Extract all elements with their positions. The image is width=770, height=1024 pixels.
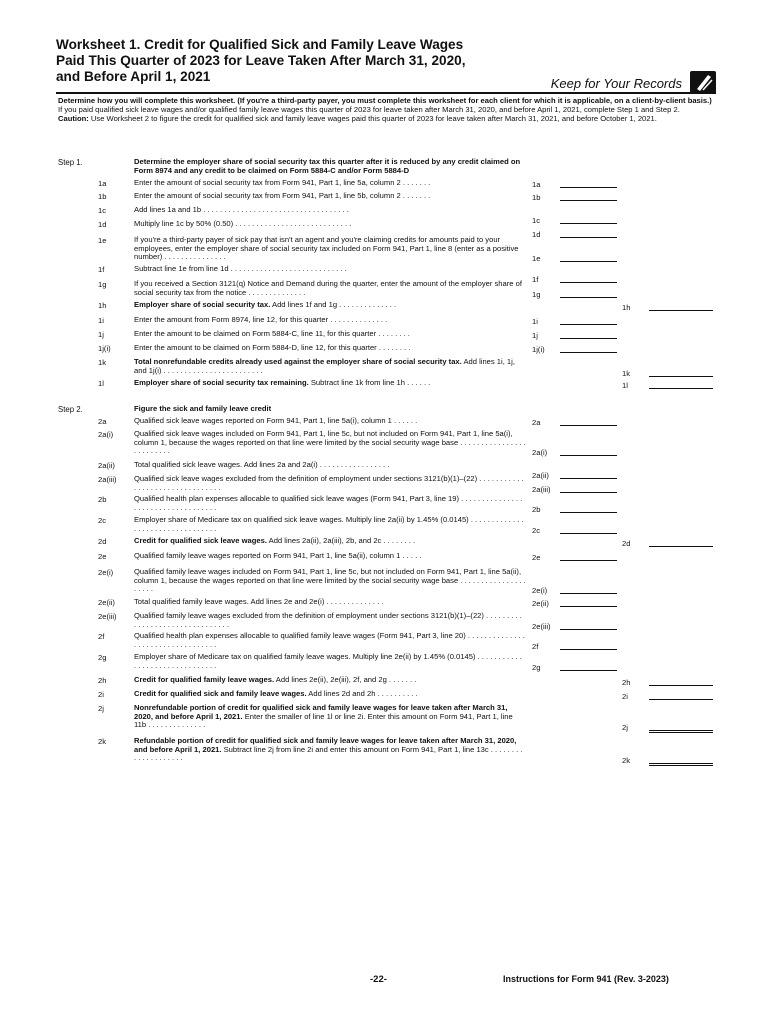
intro-bold: Determine how you will complete this worksheet. (If you're a third-party payer, you must complete this worksheet for each client for which it is applicable, on a client-by-client basis.): [58, 96, 712, 105]
column2-label: 2j: [622, 723, 628, 732]
amount-field[interactable]: [560, 606, 617, 607]
amount-field[interactable]: [560, 492, 617, 493]
line-number: 2h: [98, 676, 107, 685]
column2-label: 2k: [622, 756, 631, 765]
amount-field[interactable]: [560, 560, 617, 561]
amount-field[interactable]: [560, 425, 617, 426]
amount-field[interactable]: [560, 200, 617, 201]
line-text: Qualified family leave wages reported on Form 941, Part 1, line 5a(ii), column 1 . . . . .: [134, 551, 422, 560]
column1-label: 2e: [532, 553, 541, 562]
line-number: 2a: [98, 417, 107, 426]
amount-field[interactable]: [560, 282, 617, 283]
line-text: If you're a third-party payer of sick pay that isn't an agent and you're claiming credits for amounts paid to your employees, enter the employer share of social security tax included on Form 941, Part 1, line 8 (enter as a positive number) . . . . . . . . . . . . . . .: [134, 235, 519, 261]
worksheet-header: [56, 37, 716, 89]
column1-label: 2e(iii): [532, 621, 551, 631]
column2-label: 1k: [622, 368, 631, 378]
column1-label: 2e(i): [532, 586, 548, 595]
column2-label: 2i: [622, 692, 628, 701]
line-number: 2a(ii): [98, 461, 115, 470]
amount-field[interactable]: [560, 324, 617, 325]
header-rule: [56, 92, 716, 94]
line-number: 1e: [98, 236, 107, 245]
line-text: Subtract line 1e from line 1d . . . . . . . . . . . . . . . . . . . . . . . . . . . .: [134, 264, 347, 273]
line-text: Qualified family leave wages included on Form 941, Part 1, line 5c, but not included on Form 941, Part 1, line 5a(ii), column 1, because the wages reported on that line were limited by the social security wage base . . . . . . . . . . . . . . . . . . . . .: [134, 567, 526, 593]
line-number: 1i: [98, 316, 104, 325]
line-text: Employer share of social security tax remaining. Subtract line 1k from line 1h . . . . . .: [134, 378, 431, 387]
line-number: 1d: [98, 220, 107, 229]
step2-heading: Figure the sick and family leave credit: [134, 404, 272, 413]
amount-field[interactable]: [649, 546, 713, 547]
column2-label: 1l: [622, 381, 628, 390]
line-text: Qualified family leave wages excluded from the definition of employment under sections 3121(b)(1)–(22) . . . . . . . . . . . . . . . . . . . . . . . . . . . . . . . .: [134, 611, 522, 629]
amount-field[interactable]: [560, 593, 617, 594]
column1-label: 1j: [532, 331, 538, 340]
line-text: Credit for qualified family leave wages. Add lines 2e(ii), 2e(iii), 2f, and 2g . . . . . . .: [134, 675, 417, 684]
column1-label: 2f: [532, 641, 539, 651]
line-text: Enter the amount of social security tax from Form 941, Part 1, line 5a, column 2 . . . . . . .: [134, 178, 431, 187]
line-text: Add lines 1a and 1b . . . . . . . . . . . . . . . . . . . . . . . . . . . . . . . . . . .: [134, 205, 349, 214]
line-number: 1a: [98, 179, 107, 188]
amount-field[interactable]: [560, 533, 617, 534]
line-text: Qualified health plan expenses allocable to qualified sick leave wages (Form 941, Part 3, line 19) . . . . . . . . . . . . . . . . . . . . . . . . . . . . . . . . . . .: [134, 494, 523, 512]
amount-field[interactable]: [560, 649, 617, 650]
line-text: Enter the amount to be claimed on Form 5884-C, line 11, for this quarter . . . . . . . .: [134, 329, 410, 338]
line-text: Employer share of social security tax. Add lines 1f and 1g . . . . . . . . . . . . . .: [134, 300, 397, 309]
amount-field[interactable]: [649, 763, 713, 766]
column1-label: 1c: [532, 215, 541, 225]
line-text: Employer share of Medicare tax on qualified sick leave wages. Multiply line 2a(ii) by 1.45% (0.0145) . . . . . . . . . . . . . . . . . . . . . . . . . . . . . . . . .: [134, 515, 524, 533]
line-number: 1g: [98, 280, 107, 289]
amount-field[interactable]: [560, 187, 617, 188]
amount-field[interactable]: [560, 338, 617, 339]
pen-icon: [690, 71, 716, 93]
line-number: 2f: [98, 632, 105, 641]
column2-label: 1h: [622, 303, 631, 312]
line-number: 2k: [98, 737, 107, 746]
line-text: Qualified sick leave wages reported on Form 941, Part 1, line 5a(i), column 1 . . . . . .: [134, 416, 418, 425]
column1-label: 2a(i): [532, 448, 548, 457]
line-number: 1b: [98, 192, 107, 201]
amount-field[interactable]: [649, 699, 713, 700]
column2-label: 2d: [622, 539, 631, 548]
amount-field[interactable]: [560, 237, 617, 238]
column1-label: 2g: [532, 662, 541, 672]
amount-field[interactable]: [560, 478, 617, 479]
column1-label: 2a(iii): [532, 484, 551, 494]
intro-text: [58, 96, 712, 123]
line-text: Total nonrefundable credits already used against the employer share of social security tax. Add lines 1i, 1j, and 1j(i) . . . . . . . . . . . . . . . . . . . . . . . .: [134, 357, 515, 375]
step1-heading: Determine the employer share of social security tax this quarter after it is reduced by any credit claimed on Form 8974 and any credit to be claimed on Form 5884-C and/or Form 5884-D: [134, 157, 521, 175]
column1-label: 1j(i): [532, 345, 545, 354]
amount-field[interactable]: [560, 512, 617, 513]
page-title: Worksheet 1. Credit for Qualified Sick and Family Leave Wages Paid This Quarter of 2023 for Leave Taken After March 31, 2020, and Before April 1, 2021: [56, 37, 466, 84]
line-number: 1h: [98, 301, 107, 310]
line-number: 2j: [98, 704, 104, 713]
column1-label: 2c: [532, 525, 541, 535]
line-text: Qualified sick leave wages excluded from the definition of employment under sections 3121(b)(1)–(22) . . . . . . . . . . . . . . . . . . . . . . . . . . . . . . . .: [134, 474, 524, 492]
line-text: Total qualified family leave wages. Add lines 2e and 2e(i) . . . . . . . . . . . . . .: [134, 597, 384, 606]
amount-field[interactable]: [560, 223, 617, 224]
line-text: Refundable portion of credit for qualified sick and family leave wages for leave taken after March 31, 2020, and before April 1, 2021. Subtract line 2j from line 2i and enter this amount on Form 941, Part 1, line 13c . . . . . . . . . . . . . . . . . . . .: [134, 736, 523, 762]
line-text: Enter the amount of social security tax from Form 941, Part 1, line 5b, column 2 . . . . . . .: [134, 191, 431, 200]
amount-field[interactable]: [560, 297, 617, 298]
column1-label: 1a: [532, 180, 541, 189]
line-number: 1f: [98, 265, 105, 274]
line-text: Qualified health plan expenses allocable to qualified family leave wages (Form 941, Part 3, line 20) . . . . . . . . . . . . . . . . . . . . . . . . . . . . . . . . . .: [134, 631, 525, 649]
line-number: 2d: [98, 537, 107, 546]
line-number: 1k: [98, 358, 107, 367]
column1-label: 1d: [532, 229, 541, 239]
line-number: 2i: [98, 690, 104, 699]
column1-label: 2a: [532, 418, 541, 427]
column1-label: 1b: [532, 193, 541, 202]
line-number: 2a(iii): [98, 475, 117, 484]
line-number: 1j(i): [98, 344, 111, 353]
line-text: Credit for qualified sick leave wages. Add lines 2a(ii), 2a(iii), 2b, and 2c . . . . . . . .: [134, 536, 416, 545]
line-text: Enter the amount to be claimed on Form 5884-D, line 12, for this quarter . . . . . . . .: [134, 343, 411, 352]
column1-label: 1g: [532, 289, 541, 299]
amount-field[interactable]: [649, 685, 713, 686]
line-text: If you received a Section 3121(q) Notice and Demand during the quarter, enter the amount of the employer share of social security tax from the notice . . . . . . . . . . . . . .: [134, 279, 522, 297]
line-number: 1j: [98, 330, 104, 339]
amount-field[interactable]: [649, 388, 713, 389]
amount-field[interactable]: [649, 376, 713, 377]
line-number: 2e: [98, 552, 107, 561]
line-number: 2e(i): [98, 568, 114, 577]
line-number: 1c: [98, 206, 107, 215]
amount-field[interactable]: [560, 455, 617, 456]
column1-label: 1f: [532, 274, 539, 284]
line-text: Qualified sick leave wages included on Form 941, Part 1, line 5c, but not included on Form 941, Part 1, line 5a(i), column 1, because the wages reported on that line were limited by the social security wage base . . . . . . . . . . . . . . . . . . . . . . . . .: [134, 429, 526, 455]
column1-label: 2b: [532, 504, 541, 514]
line-number: 2a(i): [98, 430, 114, 439]
column1-label: 1i: [532, 317, 538, 326]
doc-footer: Instructions for Form 941 (Rev. 3-2023): [503, 974, 669, 984]
amount-field[interactable]: [560, 261, 617, 262]
amount-field[interactable]: [560, 670, 617, 671]
column1-label: 2a(ii): [532, 470, 549, 480]
intro-paragraph: If you paid qualified sick leave wages and/or qualified family leave wages this quarter of 2023 for leave taken after March 31, 2020, and before April 1, 2021, complete Step 1 and Step 2. Caution: Use Worksheet 2 to figure the credit for qualified sick and family leave wages paid this quarter of 2023 for leave taken after March 31, 2021, and before October 1, 2021.: [58, 105, 680, 123]
page-number: -22-: [370, 974, 387, 985]
step1-label: Step 1.: [58, 158, 83, 167]
step2-label: Step 2.: [58, 405, 83, 414]
amount-field[interactable]: [560, 629, 617, 630]
amount-field[interactable]: [560, 352, 617, 353]
line-text: Multiply line 1c by 50% (0.50) . . . . . . . . . . . . . . . . . . . . . . . . . . . .: [134, 219, 352, 228]
keep-records-note: Keep for Your Records: [550, 76, 682, 91]
line-text: Nonrefundable portion of credit for qualified sick and family leave wages for leave taken after March 31, 2020, and before April 1, 2021. Enter the smaller of line 1l or line 2i. Enter this amount on Form 941, Part 1, line 11b . . . . . . . . . . . . . .: [134, 703, 513, 729]
line-text: Total qualified sick leave wages. Add lines 2a and 2a(i) . . . . . . . . . . . . . . . . .: [134, 460, 390, 469]
line-number: 2e(iii): [98, 612, 117, 621]
column2-label: 2h: [622, 678, 631, 687]
line-text: Enter the amount from Form 8974, line 12, for this quarter . . . . . . . . . . . . . .: [134, 315, 388, 324]
line-number: 2g: [98, 653, 107, 662]
column1-label: 1e: [532, 254, 541, 263]
column1-label: 2e(ii): [532, 599, 549, 608]
line-number: 1l: [98, 379, 104, 388]
line-text: Employer share of Medicare tax on qualified family leave wages. Multiply line 2e(ii) by 1.45% (0.0145) . . . . . . . . . . . . . . . . . . . . . . . . . . . . . . .: [134, 652, 522, 670]
amount-field[interactable]: [649, 310, 713, 311]
line-number: 2e(ii): [98, 598, 115, 607]
line-number: 2b: [98, 495, 107, 504]
amount-field[interactable]: [649, 730, 713, 733]
line-number: 2c: [98, 516, 107, 525]
line-text: Credit for qualified sick and family leave wages. Add lines 2d and 2h . . . . . . . . . .: [134, 689, 418, 698]
